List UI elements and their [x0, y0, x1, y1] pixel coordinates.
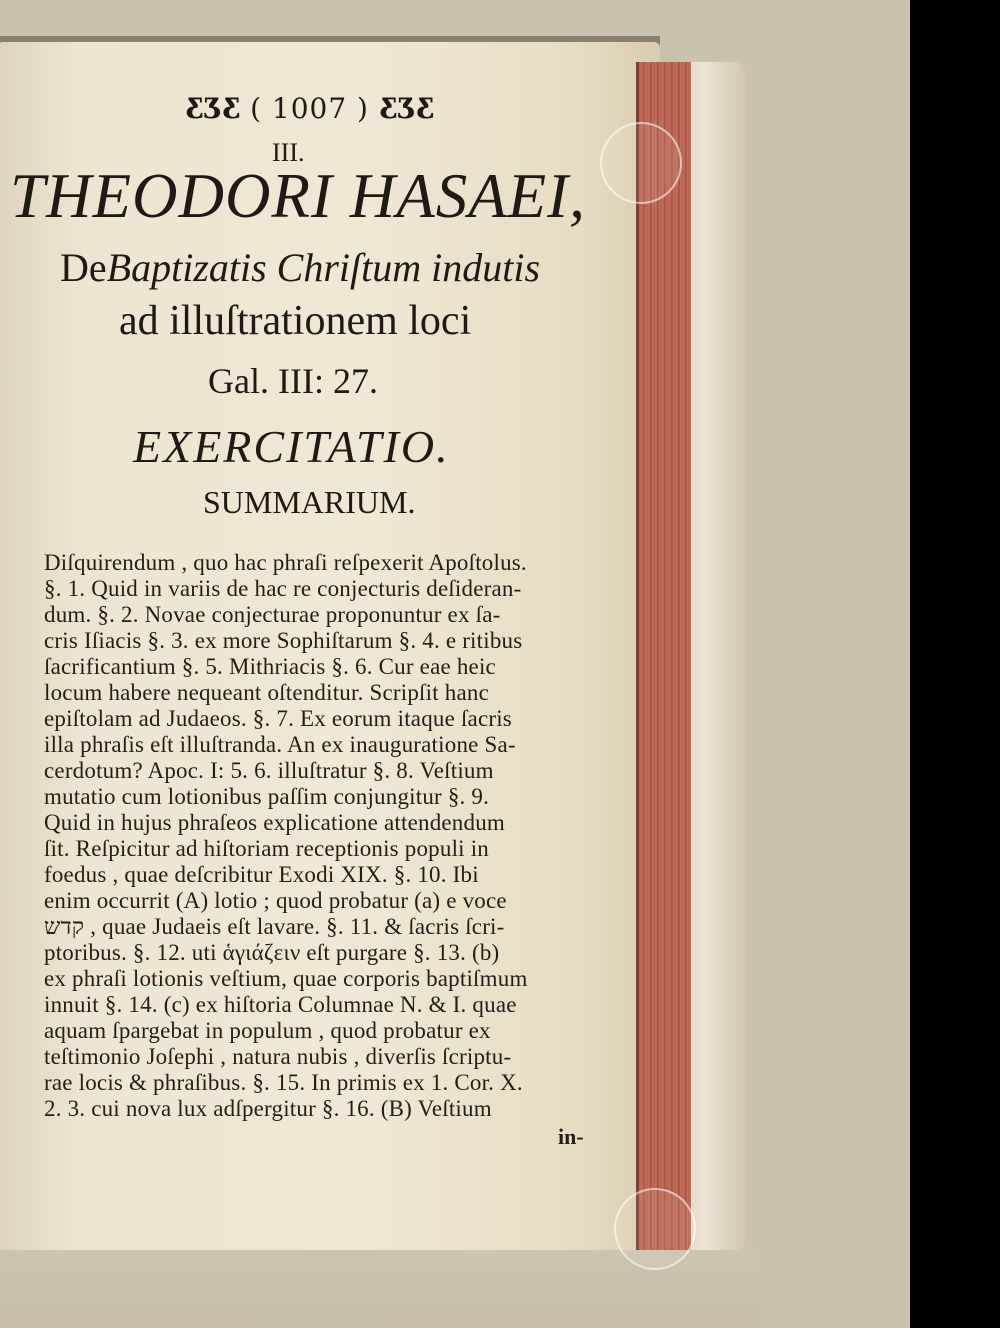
subtitle-line-2: ad illuſtrationem loci	[119, 298, 472, 344]
body-line: ſit. Reſpicitur ad hiſtoriam receptionis populi in	[44, 836, 490, 861]
body-line: innuit §. 14. (c) ex hiſtoria Columnae N. & I. quae	[44, 992, 517, 1017]
body-line: teſtimonio Joſephi , natura nubis , diverſis ſcriptu-	[44, 1044, 512, 1069]
page-number: ( 1007 )	[250, 92, 369, 125]
body-line: mutatio cum lotionibus paſſim conjungitur §. 9.	[44, 784, 490, 809]
subtitle-line-1	[60, 244, 540, 291]
body-line: ſacrificantium §. 5. Mithriacis §. 6. Cur eae heic	[44, 654, 496, 679]
body-line: locum habere nequeant oſtenditur. Scripſit hanc	[44, 680, 489, 705]
subtitle-line-1-plain: De	[60, 245, 107, 290]
body-line: cris Iſiacis §. 3. ex more Sophiſtarum §. 4. e ritibus	[44, 628, 523, 653]
subtitle-line-3: Gal. III: 27.	[208, 361, 378, 401]
plastic-clip-top	[600, 122, 682, 204]
body-line: illa phraſis eſt illuſtranda. An ex inauguratione Sa-	[44, 732, 516, 757]
exercitatio-heading: EXERCITATIO.	[133, 421, 450, 472]
body-line: cerdotum? Apoc. I: 5. 6. illuſtratur §. 8. Veſtium	[44, 758, 494, 783]
body-line: ex phraſi lotionis veſtium, quae corporis baptiſmum	[44, 966, 528, 991]
body-line: aquam ſpargebat in populum , quod probatur ex	[44, 1018, 491, 1043]
body-line: 2. 3. cui nova lux adſpergitur §. 16. (B) Veſtium	[44, 1096, 492, 1121]
subtitle-line-1-italic: Baptizatis Chriſtum indutis	[106, 245, 541, 290]
body-line: Diſquirendum , quo hac phraſi reſpexerit Apoſtolus.	[44, 550, 527, 575]
ornament-right-icon: ƸƷƸ	[378, 92, 435, 125]
body-line: dum. §. 2. Novae conjecturae proponuntur ex ſa-	[44, 602, 501, 627]
summarium-heading: SUMMARIUM.	[203, 484, 416, 520]
body-line: §. 1. Quid in variis de hac re conjecturis deſideran-	[44, 576, 522, 601]
catchword: in-	[558, 1124, 584, 1149]
body-line: rae locis & phraſibus. §. 15. In primis ex 1. Cor. X.	[44, 1070, 523, 1095]
author-title: THEODORI HASAEI,	[10, 161, 586, 231]
body-line: ptoribus. §. 12. uti ἁγιάζειν eſt purgare §. 13. (b)	[44, 940, 500, 965]
body-line: Quid in hujus phraſeos explicatione attendendum	[44, 810, 505, 835]
body-line: foedus , quae deſcribitur Exodi XIX. §. 10. Ibi	[44, 862, 479, 887]
page-header	[185, 92, 434, 125]
section-numeral: III.	[272, 138, 305, 167]
ornament-left-icon: ƸƷƸ	[185, 92, 241, 125]
body-line: enim occurrit (A) lotio ; quod probatur (a) e voce	[44, 888, 507, 913]
black-background	[910, 0, 1000, 1328]
body-line: epiſtolam ad Judaeos. §. 7. Ex eorum itaque ſacris	[44, 706, 512, 731]
body-line: קדש , quae Judaeis eſt lavare. §. 11. & ſacris ſcri-	[44, 914, 505, 939]
plastic-clip-bottom	[614, 1188, 696, 1270]
red-page-edges	[636, 62, 691, 1250]
